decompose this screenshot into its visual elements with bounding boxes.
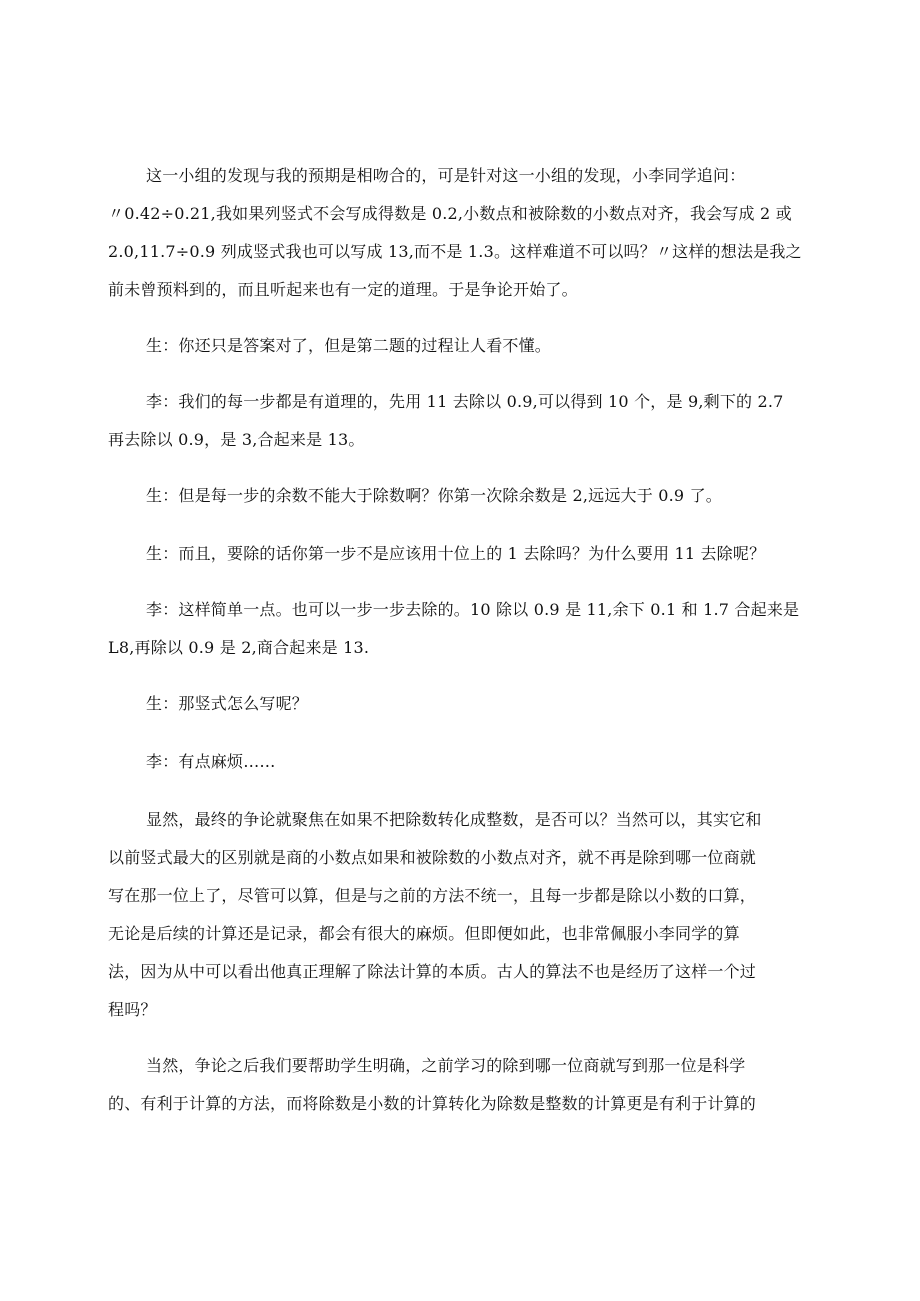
dialogue-student-2: 生：但是每一步的余数不能大于除数啊？你第一次除余数是 2,远远大于 0.9 了。	[146, 486, 722, 505]
paragraph-2-line-1: 显然，最终的争论就聚焦在如果不把除数转化成整数，是否可以？当然可以，其实它和	[146, 810, 762, 829]
paragraph-1-line-2: 〃0.42÷0.21,我如果列竖式不会写成得数是 0.2,小数点和被除数的小数点对齐，我会写成 2 或	[108, 204, 792, 223]
paragraph-1-line-1: 这一小组的发现与我的预期是相吻合的，可是针对这一小组的发现，小李同学追问：	[146, 166, 746, 185]
dialogue-li-2-line-1: 李：这样简单一点。也可以一步一步去除的。10 除以 0.9 是 11,余下 0.1 和 1.7 合起来是	[146, 600, 800, 619]
paragraph-2-line-4: 无论是后续的计算还是记录，都会有很大的麻烦。但即便如此，也非常佩服小李同学的算	[108, 924, 740, 943]
dialogue-li-1-line-2: 再去除以 0.9，是 3,合起来是 13。	[108, 430, 365, 449]
paragraph-2-line-5: 法，因为从中可以看出他真正理解了除法计算的本质。古人的算法不也是经历了这样一个过	[108, 962, 757, 981]
paragraph-1-line-4: 前未曾预料到的，而且听起来也有一定的道理。于是争论开始了。	[108, 280, 578, 299]
paragraph-2-line-3: 写在那一位上了，尽管可以算，但是与之前的方法不统一，且每一步都是除以小数的口算，	[108, 886, 757, 905]
paragraph-2-line-2: 以前竖式最大的区别就是商的小数点如果和被除数的小数点对齐，就不再是除到哪一位商就	[108, 848, 757, 867]
dialogue-student-1: 生：你还只是答案对了，但是第二题的过程让人看不懂。	[146, 336, 552, 355]
paragraph-2-line-6: 程吗？	[108, 1000, 157, 1019]
dialogue-student-3: 生：而且，要除的话你第一步不是应该用十位上的 1 去除吗？为什么要用 11 去除呢？	[146, 544, 766, 563]
paragraph-3-line-1: 当然，争论之后我们要帮助学生明确，之前学习的除到哪一位商就写到那一位是科学	[146, 1056, 746, 1075]
dialogue-li-3: 李：有点麻烦……	[146, 752, 276, 771]
dialogue-student-4: 生：那竖式怎么写呢？	[146, 694, 309, 713]
paragraph-3-line-2: 的、有利于计算的方法，而将除数是小数的计算转化为除数是整数的计算更是有利于计算的	[108, 1094, 757, 1113]
dialogue-li-1-line-1: 李：我们的每一步都是有道理的，先用 11 去除以 0.9,可以得到 10 个，是 9,剩下的 2.7	[146, 392, 784, 411]
paragraph-1-line-3: 2.0,11.7÷0.9 列成竖式我也可以写成 13,而不是 1.3。这样难道不可以吗？〃这样的想法是我之	[108, 242, 802, 261]
dialogue-li-2-line-2: L8,再除以 0.9 是 2,商合起来是 13.	[108, 638, 370, 657]
